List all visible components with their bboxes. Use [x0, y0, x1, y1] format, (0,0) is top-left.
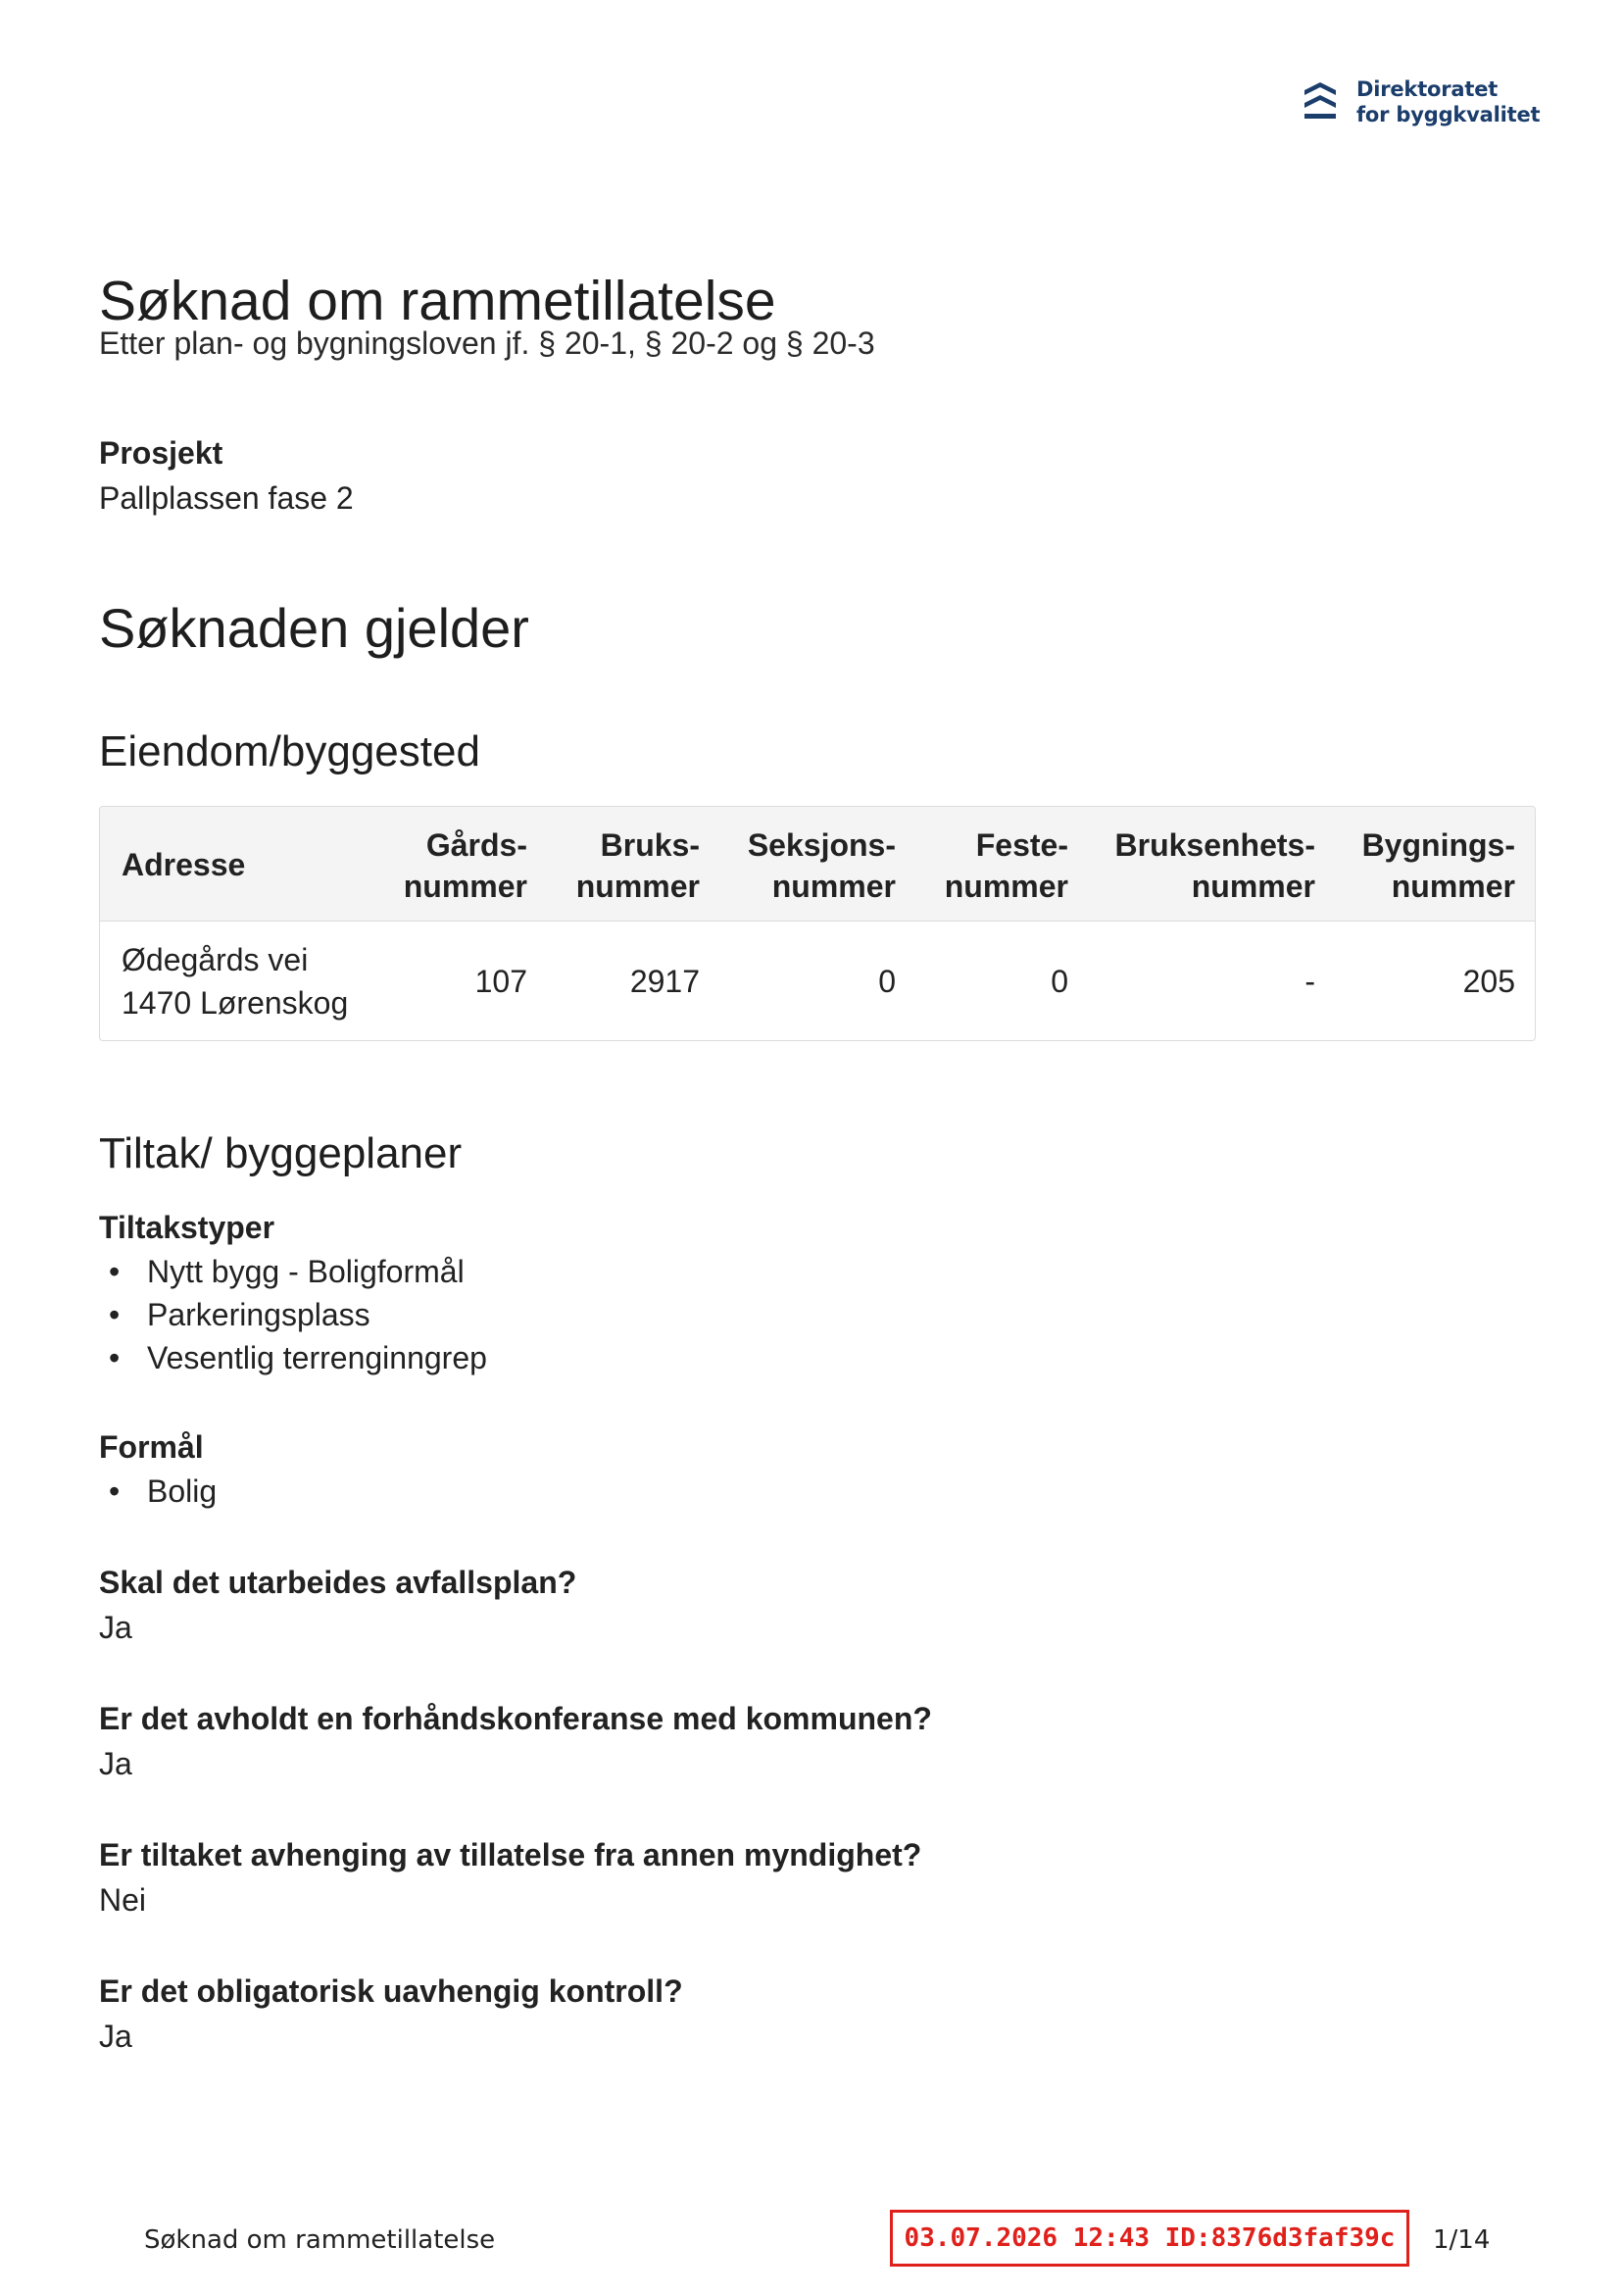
logo-line-1: Direktoratet	[1356, 77, 1499, 101]
cell-seksjonsnummer: 0	[878, 964, 896, 999]
page-number: 1/14	[1433, 2225, 1491, 2255]
list-item: • Parkeringsplass	[99, 1293, 487, 1336]
project-value: Pallplassen fase 2	[99, 480, 354, 516]
question-uavhengig-kontroll: Er det obligatorisk uavhengig kontroll?	[99, 1973, 683, 2009]
dibk-logo-icon	[1302, 76, 1339, 124]
answer-annen-myndighet: Nei	[99, 1882, 147, 1918]
cell-address	[122, 938, 348, 1024]
column-header-bygningsnummer	[1362, 824, 1515, 907]
column-header-line: Seksjons-	[747, 827, 896, 863]
address-line-2: 1470 Lørenskog	[122, 985, 349, 1021]
property-table	[99, 806, 1536, 1041]
list-item: • Nytt bygg - Boligformål	[99, 1250, 487, 1293]
column-header-line: nummer	[403, 869, 527, 904]
formal-label: Formål	[99, 1429, 204, 1465]
answer-uavhengig-kontroll: Ja	[99, 2019, 132, 2054]
answer-forhandskonferanse: Ja	[99, 1746, 132, 1781]
section-heading: Søknaden gjelder	[99, 597, 529, 659]
cell-gardsnummer: 107	[474, 964, 527, 999]
timestamp-stamp: 03.07.2026 12:43 ID:8376d3faf39c	[890, 2210, 1409, 2267]
column-header-gardsnummer	[404, 824, 527, 907]
column-header-line: nummer	[1391, 869, 1515, 904]
address-line-1: Ødegårds vei	[122, 942, 309, 977]
document-subtitle: Etter plan- og bygningsloven jf. § 20-1, § 20-2 og § 20-3	[99, 325, 875, 361]
cell-bygningsnummer: 205	[1462, 964, 1515, 999]
question-avfallsplan: Skal det utarbeides avfallsplan?	[99, 1565, 577, 1600]
tiltakstyper-list	[99, 1250, 487, 1379]
column-header-adresse	[122, 844, 245, 885]
column-header-line: nummer	[575, 869, 700, 904]
column-header-line: Feste-	[975, 827, 1068, 863]
tiltak-heading: Tiltak/ byggeplaner	[99, 1129, 463, 1177]
footer-title: Søknad om rammetillatelse	[144, 2225, 496, 2255]
column-header-line: nummer	[771, 869, 896, 904]
table-header	[100, 807, 1535, 922]
property-heading: Eiendom/byggested	[99, 727, 480, 775]
project-label: Prosjekt	[99, 435, 223, 471]
column-header-line: Gårds-	[425, 827, 527, 863]
column-header-line: Adresse	[122, 847, 246, 882]
question-forhandskonferanse: Er det avholdt en forhåndskonferanse med kommunen?	[99, 1701, 932, 1736]
logo-text	[1356, 76, 1540, 127]
list-item: • Vesentlig terrenginngrep	[99, 1336, 487, 1379]
column-header-seksjonsnummer	[748, 824, 896, 907]
formal-list	[99, 1470, 217, 1513]
column-header-line: nummer	[1191, 869, 1315, 904]
answer-avfallsplan: Ja	[99, 1610, 132, 1645]
column-header-line: Bruks-	[600, 827, 700, 863]
column-header-bruksenhetsnummer	[1115, 824, 1316, 907]
tiltakstyper-label: Tiltakstyper	[99, 1210, 275, 1245]
cell-bruksenhetsnummer: -	[1304, 964, 1315, 999]
column-header-bruksnummer	[576, 824, 700, 907]
column-header-line: nummer	[944, 869, 1068, 904]
document-title: Søknad om rammetillatelse	[99, 270, 776, 332]
list-item: • Bolig	[99, 1470, 217, 1513]
cell-bruksnummer: 2917	[629, 964, 700, 999]
column-header-line: Bruksenhets-	[1114, 827, 1315, 863]
column-header-festenummer	[945, 824, 1068, 907]
column-header-line: Bygnings-	[1361, 827, 1515, 863]
logo-line-2: for byggkvalitet	[1356, 103, 1541, 126]
question-annen-myndighet: Er tiltaket avhenging av tillatelse fra annen myndighet?	[99, 1837, 922, 1872]
logo	[1302, 76, 1540, 127]
cell-festenummer: 0	[1051, 964, 1068, 999]
